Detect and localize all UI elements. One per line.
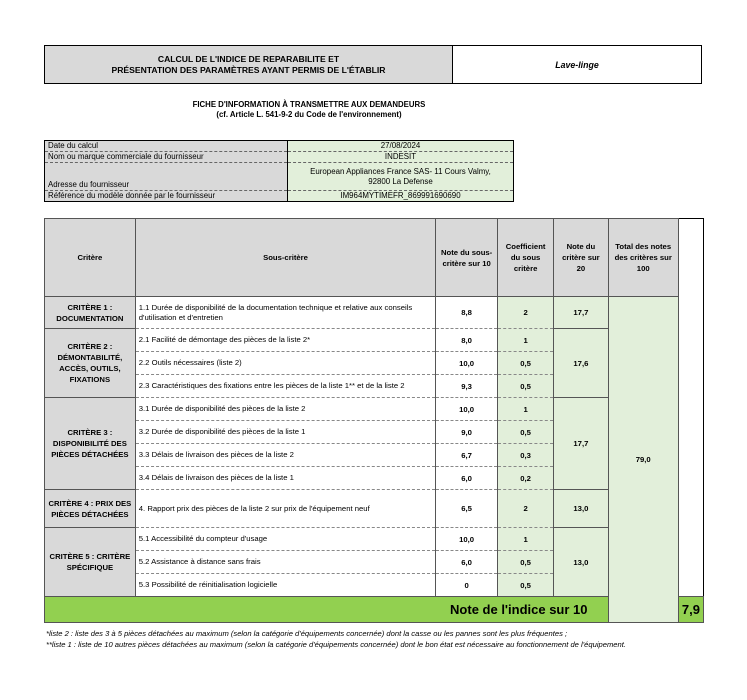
table-row xyxy=(45,329,704,352)
sub-criterion-5-1: 5.1 Accessibilité du compteur d'usage xyxy=(135,528,436,551)
fiche-title xyxy=(44,100,574,120)
sub-criterion-2-3: 2.3 Caractéristiques des fixations entre les pièces de la liste 1** et de la liste 2 xyxy=(135,375,436,398)
header-coefficient: Coefficient du sous critère xyxy=(497,219,553,297)
header-title xyxy=(45,46,453,83)
table-header-row xyxy=(45,219,704,297)
table-row xyxy=(45,297,704,329)
coef-3-1: 1 xyxy=(497,398,553,421)
header-title-line2: PRÉSENTATION DES PARAMÈTRES AYANT PERMIS DE L'ÉTABLIR xyxy=(111,64,386,75)
sub-criterion-3-1: 3.1 Durée de disponibilité des pièces de la liste 2 xyxy=(135,398,436,421)
note-3-4: 6,0 xyxy=(436,467,498,490)
header-title-line1: CALCUL DE L'INDICE DE REPARABILITE ET xyxy=(157,53,340,64)
date-value: 27/08/2024 xyxy=(288,141,514,152)
critere-1-note: 17,7 xyxy=(554,297,608,329)
header-note-sous-critere: Note du sous-critère sur 10 xyxy=(436,219,498,297)
info-row-brand xyxy=(45,152,514,163)
critere-2-label: CRITÈRE 2 : DÉMONTABILITÉ, ACCÈS, OUTILS, FIXATIONS xyxy=(45,329,136,398)
critere-5-label: CRITÈRE 5 : CRITÈRE SPÉCIFIQUE xyxy=(45,528,136,597)
note-2-2: 10,0 xyxy=(436,352,498,375)
table-row xyxy=(45,528,704,551)
sub-criterion-5-3: 5.3 Possibilité de réinitialisation logicielle xyxy=(135,574,436,597)
coef-5-3: 0,5 xyxy=(497,574,553,597)
ref-value: IM964MYTIMEFR_869991690690 xyxy=(288,191,514,202)
note-4: 6,5 xyxy=(436,490,498,528)
coef-2-1: 1 xyxy=(497,329,553,352)
footnote-liste-2: *liste 2 : liste des 3 à 5 pièces détachées au maximum (selon la catégorie d'équipements concernée) dont la casse ou les pannes sont les plus fréquentes ; xyxy=(46,629,568,638)
note-3-1: 10,0 xyxy=(436,398,498,421)
table-row xyxy=(45,398,704,421)
ref-label: Référence du modèle donnée par le fournisseur xyxy=(45,191,288,202)
supplier-info-table xyxy=(44,140,514,202)
final-score-label: Note de l'indice sur 10 xyxy=(45,597,609,623)
address-value-line2: 92800 La Defense xyxy=(368,176,433,186)
sub-criterion-3-2: 3.2 Durée de disponibilité des pièces de la liste 1 xyxy=(135,421,436,444)
final-score-value: 7,9 xyxy=(678,597,703,623)
brand-value: INDESIT xyxy=(288,152,514,163)
address-label: Adresse du fournisseur xyxy=(45,163,288,191)
product-type: Lave-linge xyxy=(555,59,599,70)
final-score-row xyxy=(45,597,704,623)
info-row-ref xyxy=(45,191,514,202)
note-5-3: 0 xyxy=(436,574,498,597)
header-total: Total des notes des critères sur 100 xyxy=(608,219,678,297)
critere-3-label: CRITÈRE 3 : DISPONIBILITÉ DES PIÈCES DÉTACHÉES xyxy=(45,398,136,490)
coef-3-3: 0,3 xyxy=(497,444,553,467)
coef-1-1: 2 xyxy=(497,297,553,329)
address-value xyxy=(288,163,514,191)
footnotes xyxy=(46,628,716,650)
total-score: 79,0 xyxy=(608,297,678,623)
critere-2-note: 17,6 xyxy=(554,329,608,398)
header-critere: Critère xyxy=(45,219,136,297)
coef-3-2: 0,5 xyxy=(497,421,553,444)
note-3-3: 6,7 xyxy=(436,444,498,467)
coef-2-2: 0,5 xyxy=(497,352,553,375)
sub-criterion-3-3: 3.3 Délais de livraison des pièces de la liste 2 xyxy=(135,444,436,467)
note-3-2: 9,0 xyxy=(436,421,498,444)
brand-label: Nom ou marque commerciale du fournisseur xyxy=(45,152,288,163)
note-2-1: 8,0 xyxy=(436,329,498,352)
coef-5-1: 1 xyxy=(497,528,553,551)
sub-criterion-1-1: 1.1 Durée de disponibilité de la documentation technique et relative aux conseils d'utilisation et d'entretien xyxy=(135,297,436,329)
table-row xyxy=(45,490,704,528)
sub-criterion-4: 4. Rapport prix des pièces de la liste 2 sur prix de l'équipement neuf xyxy=(135,490,436,528)
sub-criterion-3-4: 3.4 Délais de livraison des pièces de la liste 1 xyxy=(135,467,436,490)
sub-criterion-2-1: 2.1 Facilité de démontage des pièces de la liste 2* xyxy=(135,329,436,352)
fiche-title-line2: (cf. Article L. 541-9-2 du Code de l'environnement) xyxy=(216,110,402,119)
fiche-title-line1: FICHE D'INFORMATION À TRANSMETTRE AUX DEMANDEURS xyxy=(192,100,426,109)
critere-4-note: 13,0 xyxy=(554,490,608,528)
coef-5-2: 0,5 xyxy=(497,551,553,574)
note-1-1: 8,8 xyxy=(436,297,498,329)
note-5-1: 10,0 xyxy=(436,528,498,551)
critere-4-label: CRITÈRE 4 : PRIX DES PIÈCES DÉTACHÉES xyxy=(45,490,136,528)
address-value-line1: European Appliances France SAS- 11 Cours Valmy, xyxy=(310,166,491,176)
header-note-critere: Note du critère sur 20 xyxy=(554,219,608,297)
critere-3-note: 17,7 xyxy=(554,398,608,490)
header-sous-critere: Sous-critère xyxy=(135,219,436,297)
footnote-liste-1: **liste 1 : liste de 10 autres pièces détachées au maximum (selon la catégorie d'équipements concernée) dont le bon état est nécessaire au fonctionnement de l'équipement. xyxy=(46,640,626,649)
scoring-table xyxy=(44,218,704,623)
info-row-date xyxy=(45,141,514,152)
coef-3-4: 0,2 xyxy=(497,467,553,490)
info-row-address xyxy=(45,163,514,191)
date-label: Date du calcul xyxy=(45,141,288,152)
coef-2-3: 0,5 xyxy=(497,375,553,398)
sub-criterion-5-2: 5.2 Assistance à distance sans frais xyxy=(135,551,436,574)
critere-5-note: 13,0 xyxy=(554,528,608,597)
document-header xyxy=(44,45,702,84)
coef-4: 2 xyxy=(497,490,553,528)
critere-1-label: CRITÈRE 1 : DOCUMENTATION xyxy=(45,297,136,329)
note-5-2: 6,0 xyxy=(436,551,498,574)
note-2-3: 9,3 xyxy=(436,375,498,398)
sub-criterion-2-2: 2.2 Outils nécessaires (liste 2) xyxy=(135,352,436,375)
